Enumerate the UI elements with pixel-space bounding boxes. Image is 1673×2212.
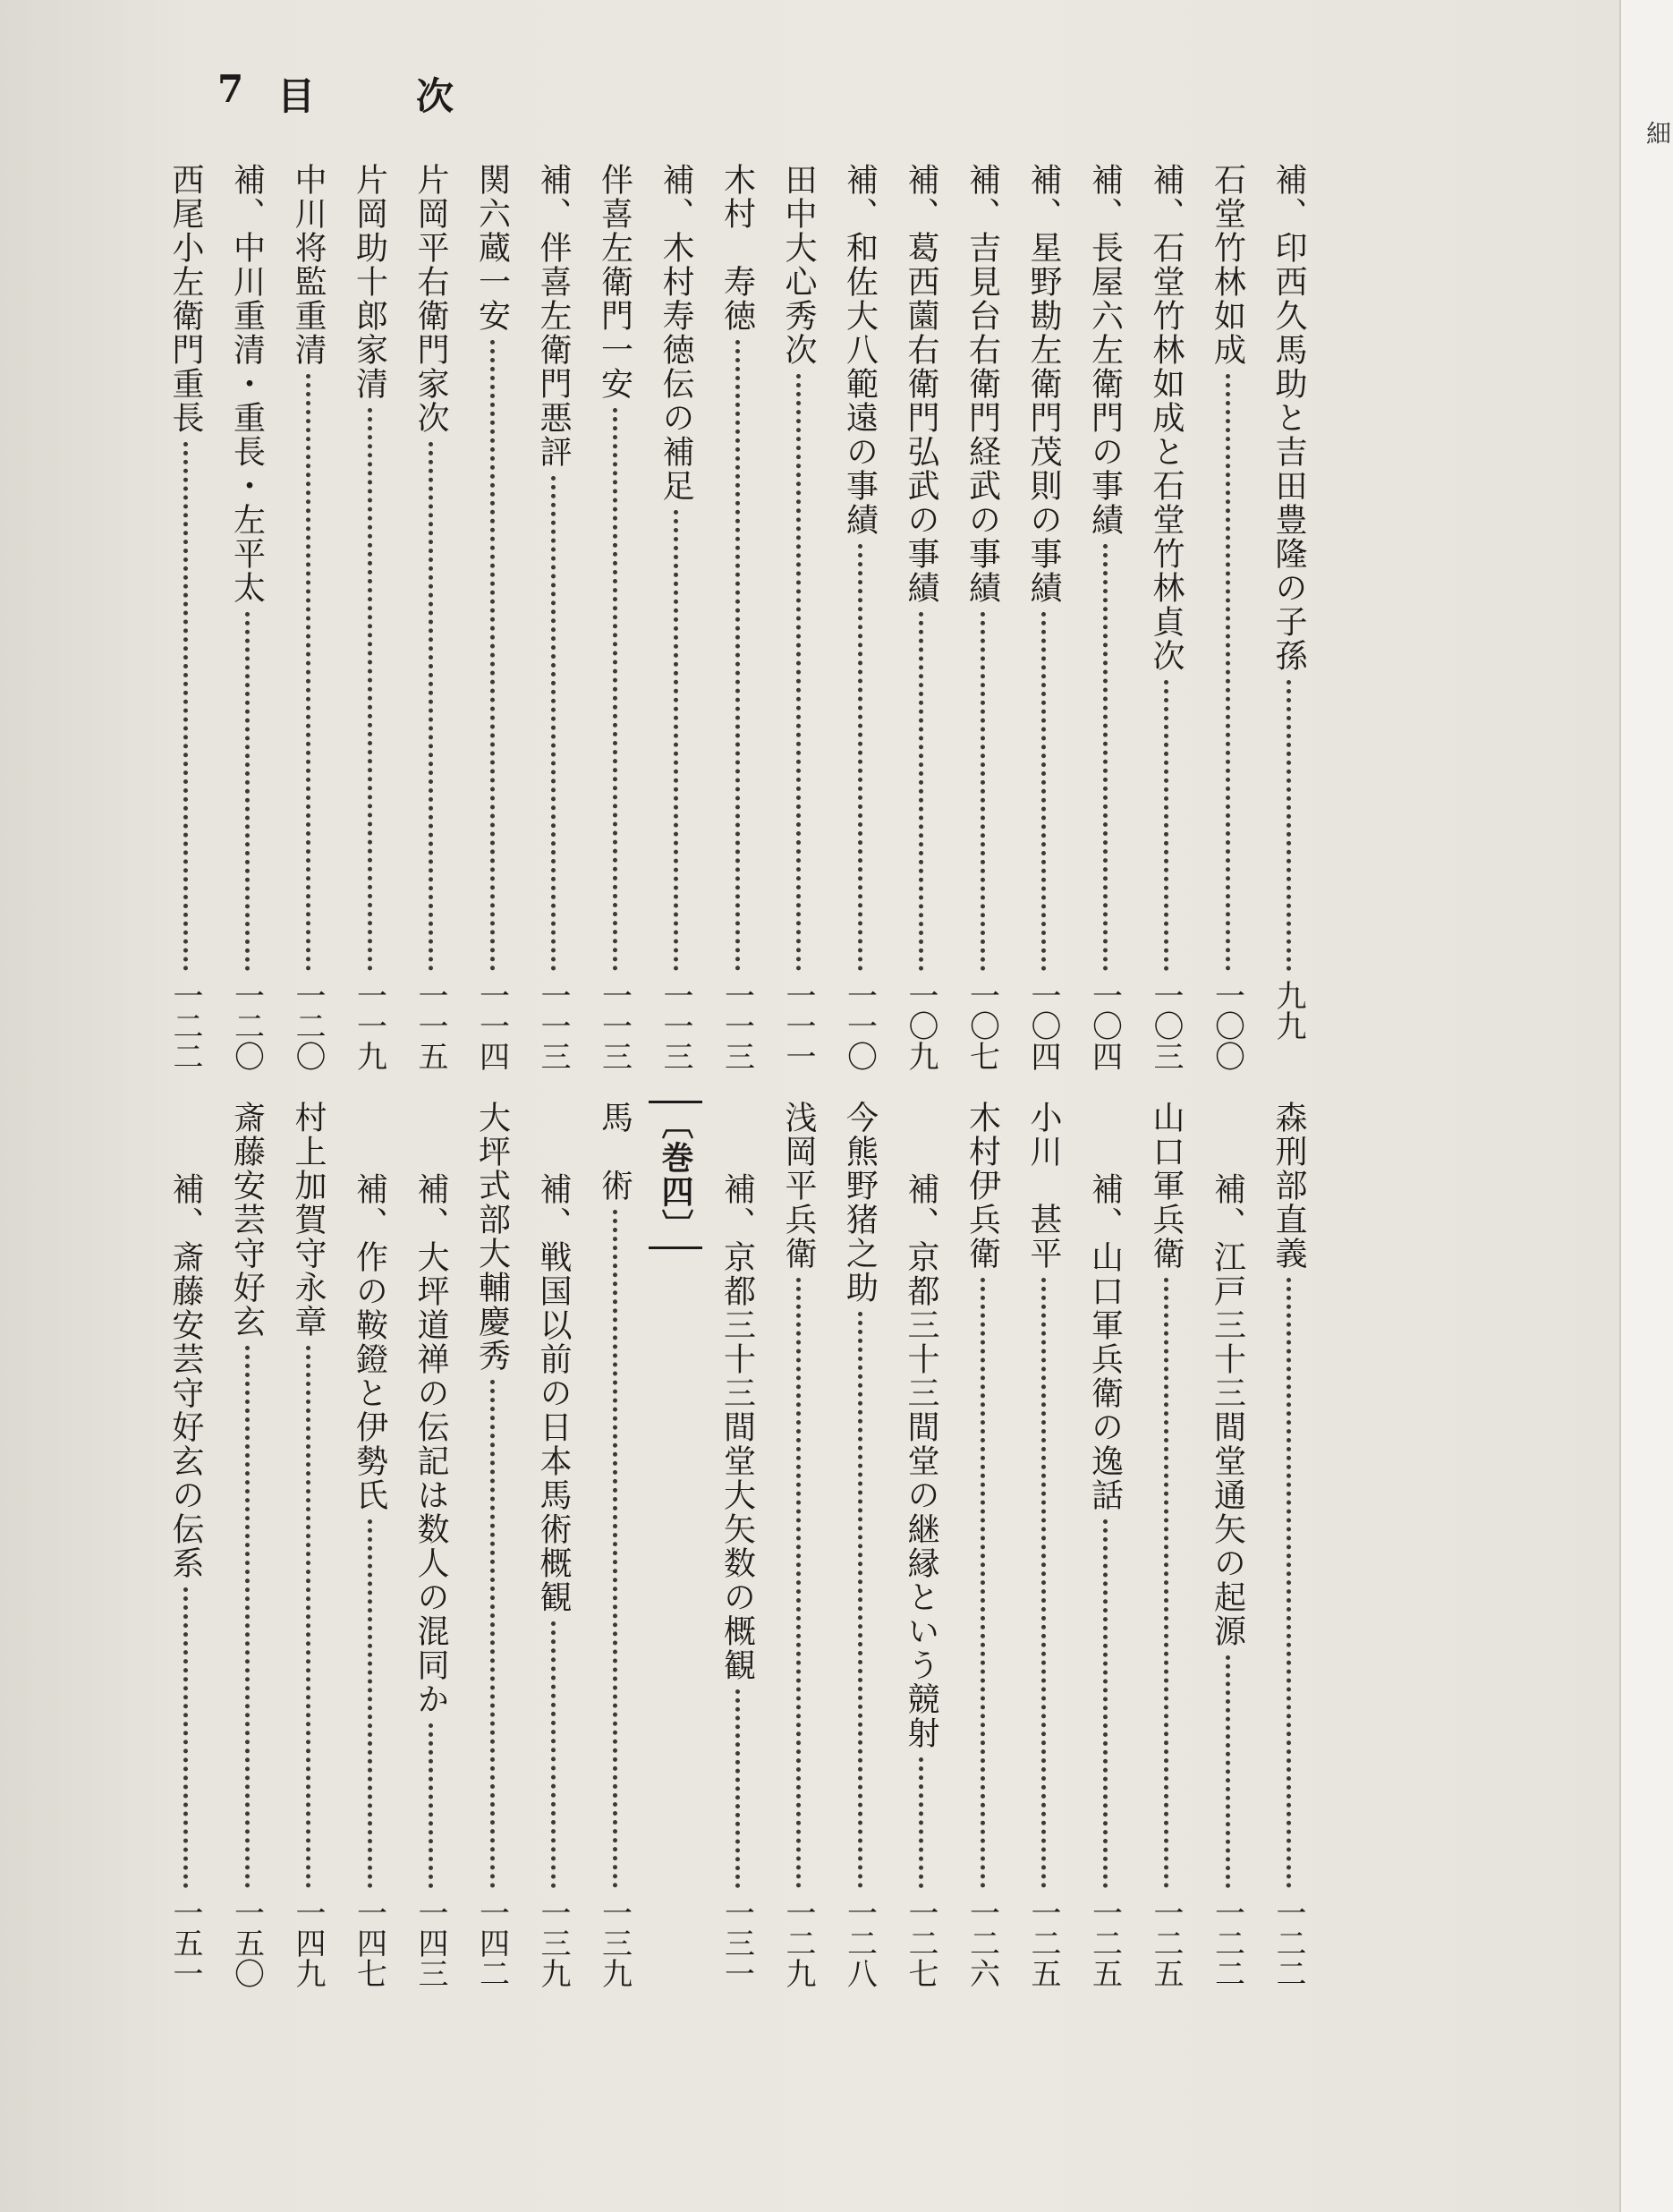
upper-entry-page: 一一〇 — [841, 980, 878, 1071]
upper-entry-page: 一〇七 — [964, 980, 1000, 1071]
upper-entry-leader — [919, 612, 929, 971]
lower-entry-page: 一四七 — [351, 1897, 387, 1988]
upper-entry-leader — [1287, 680, 1296, 971]
upper-entry-page: 九九 — [1270, 980, 1306, 1041]
lower-entry-title: 補、京都三十三間堂の継縁という競射 — [903, 1172, 939, 1750]
lower-entry-leader — [1041, 1278, 1051, 1888]
lower-entry-leader — [735, 1689, 745, 1888]
lower-entry-title: 村上加賀守永章 — [290, 1101, 327, 1339]
lower-entry-title: 補、戦国以前の日本馬術概観 — [535, 1172, 572, 1614]
upper-entry-leader — [981, 612, 990, 971]
lower-entry-page: 一二五 — [1025, 1897, 1061, 1988]
lower-entry-leader — [613, 1210, 623, 1888]
upper-entry-title: 片岡平右衛門家次 — [412, 163, 449, 435]
upper-entry-page: 一一九 — [351, 980, 387, 1071]
upper-entry-leader — [1226, 374, 1236, 971]
upper-entry-page: 一一一 — [780, 980, 816, 1071]
lower-entry-leader — [858, 1312, 868, 1888]
upper-entry-page: 一〇三 — [1148, 980, 1184, 1071]
lower-entry-title: 斎藤安芸守好玄 — [228, 1101, 266, 1339]
lower-entry-page: 一二八 — [841, 1897, 878, 1988]
lower-entry-leader — [429, 1723, 438, 1888]
lower-entry-leader — [981, 1278, 990, 1888]
lower-entry-page: 一三九 — [596, 1897, 633, 1988]
lower-entry-title: 小川 甚平 — [1025, 1101, 1062, 1271]
lower-entry-title: 補、大坪道禅の伝記は数人の混同か — [412, 1172, 449, 1716]
upper-entry-title: 中川将監重清 — [290, 163, 327, 367]
lower-entry-leader — [1103, 1519, 1113, 1888]
upper-entry-leader — [429, 442, 438, 971]
upper-entry-leader — [674, 510, 684, 971]
lower-entry-title: 大坪式部大輔慶秀 — [473, 1101, 511, 1373]
upper-entry-page: 一一三 — [596, 980, 633, 1071]
upper-entry-title: 補、伴喜左衛門悪評 — [535, 163, 572, 469]
upper-entry-title: 田中大心秀次 — [780, 163, 817, 367]
lower-entry-leader — [551, 1621, 561, 1888]
upper-entry-page: 一一三 — [535, 980, 571, 1071]
upper-entry-leader — [1103, 544, 1113, 971]
upper-entry-title: 片岡助十郎家清 — [351, 163, 388, 401]
upper-entry-title: 伴喜左衛門一安 — [596, 163, 633, 401]
page-number: 7 — [217, 67, 244, 111]
upper-entry-leader — [490, 340, 500, 971]
lower-entry-page: 一二七 — [903, 1897, 938, 1988]
upper-entry-title: 補、中川重清・重長・左平太 — [228, 163, 266, 605]
upper-entry-leader — [1164, 680, 1174, 971]
lower-entry-title: 補、斎藤安芸守好玄の伝系 — [167, 1172, 204, 1580]
lower-entry-page: 一二六 — [964, 1897, 1000, 1988]
lower-entry-page: 一四二 — [473, 1897, 510, 1988]
lower-entry-leader — [796, 1278, 806, 1888]
upper-entry-title: 補、石堂竹林如成と石堂竹林貞次 — [1148, 163, 1185, 673]
lower-entry-leader — [245, 1346, 255, 1888]
lower-entry-title: 浅岡平兵衛 — [780, 1101, 817, 1271]
upper-entry-title: 西尾小左衛門重長 — [167, 163, 204, 435]
lower-entry-page: 一二九 — [780, 1897, 816, 1988]
lower-entry-title: 今熊野猪之助 — [841, 1101, 879, 1305]
upper-entry-page: 一二〇 — [228, 980, 265, 1071]
lower-entry-leader — [183, 1587, 193, 1888]
upper-entry-leader — [551, 476, 561, 971]
upper-entry-page: 一二二 — [167, 980, 203, 1071]
upper-entry-page: 一一三 — [718, 980, 755, 1071]
upper-entry-title: 補、和佐大八範遠の事績 — [841, 163, 879, 537]
lower-entry-page: 一三九 — [535, 1897, 571, 1988]
lower-entry-title: 森刑部直義 — [1270, 1101, 1307, 1271]
upper-entry-leader — [796, 374, 806, 971]
lower-entry-title: 補、作の鞍鐙と伊勢氏 — [351, 1172, 388, 1512]
header-title-moku: 目 — [277, 74, 316, 118]
upper-entry-leader — [1041, 612, 1051, 971]
lower-entry-page: 一二五 — [1148, 1897, 1184, 1988]
lower-entry-page: 一五〇 — [228, 1897, 265, 1988]
lower-entry-page: 一二二 — [1270, 1897, 1306, 1988]
adjacent-page-edge — [1619, 0, 1673, 2212]
lower-entry-title: 山口軍兵衛 — [1148, 1101, 1185, 1271]
upper-entry-leader — [858, 544, 868, 971]
upper-entry-page: 一一四 — [473, 980, 510, 1071]
lower-entry-title: 補、京都三十三間堂大矢数の概観 — [718, 1172, 756, 1682]
lower-entry-leader — [1164, 1278, 1174, 1888]
lower-entry-leader — [490, 1380, 500, 1888]
lower-entry-title: 〔巻四〕 — [649, 1101, 702, 1249]
lower-entry-page: 一五一 — [167, 1897, 203, 1988]
upper-entry-page: 一一五 — [412, 980, 448, 1071]
lower-entry-leader — [368, 1519, 378, 1888]
lower-entry-leader — [1226, 1655, 1236, 1888]
upper-entry-leader — [735, 340, 745, 971]
upper-entry-title: 関六蔵一安 — [473, 163, 511, 333]
upper-entry-leader — [368, 408, 378, 971]
lower-entry-page: 一二二 — [1209, 1897, 1245, 1988]
upper-entry-title: 補、星野勘左衛門茂則の事績 — [1025, 163, 1062, 605]
upper-entry-page: 一〇九 — [903, 980, 938, 1071]
lower-entry-title: 補、江戸三十三間堂通矢の起源 — [1209, 1172, 1246, 1648]
lower-entry-page: 一三一 — [718, 1897, 755, 1988]
lower-entry-page: 一四九 — [290, 1897, 326, 1988]
lower-entry-page: 一四三 — [412, 1897, 448, 1988]
lower-entry-title: 馬 術 — [596, 1101, 633, 1203]
upper-entry-leader — [613, 408, 623, 971]
lower-entry-leader — [1287, 1278, 1296, 1888]
upper-entry-title: 補、印西久馬助と吉田豊隆の子孫 — [1270, 163, 1307, 673]
upper-entry-page: 一〇四 — [1086, 980, 1123, 1071]
upper-entry-page: 一一三 — [658, 980, 693, 1071]
lower-entry-leader — [919, 1757, 929, 1888]
upper-entry-page: 一〇四 — [1025, 980, 1061, 1071]
lower-entry-title: 木村伊兵衛 — [964, 1101, 1001, 1271]
upper-entry-title: 補、木村寿徳伝の補足 — [658, 163, 694, 503]
lower-entry-title: 補、山口軍兵衛の逸話 — [1086, 1172, 1124, 1512]
upper-entry-title: 補、吉見台右衛門経武の事績 — [964, 163, 1001, 605]
upper-entry-title: 木村 寿徳 — [718, 163, 756, 333]
header-title-ji: 次 — [416, 74, 454, 118]
upper-entry-title: 補、長屋六左衛門の事績 — [1086, 163, 1124, 537]
lower-entry-page: 一二五 — [1086, 1897, 1123, 1988]
upper-entry-leader — [245, 612, 255, 971]
adjacent-page-character: 細 — [1646, 119, 1672, 149]
upper-entry-page: 一二〇 — [290, 980, 326, 1071]
upper-entry-leader — [306, 374, 316, 971]
upper-entry-leader — [183, 442, 193, 971]
upper-entry-page: 一〇〇 — [1209, 980, 1245, 1071]
lower-entry-leader — [306, 1346, 316, 1888]
upper-entry-title: 補、葛西薗右衛門弘武の事績 — [903, 163, 939, 605]
upper-entry-title: 石堂竹林如成 — [1209, 163, 1246, 367]
